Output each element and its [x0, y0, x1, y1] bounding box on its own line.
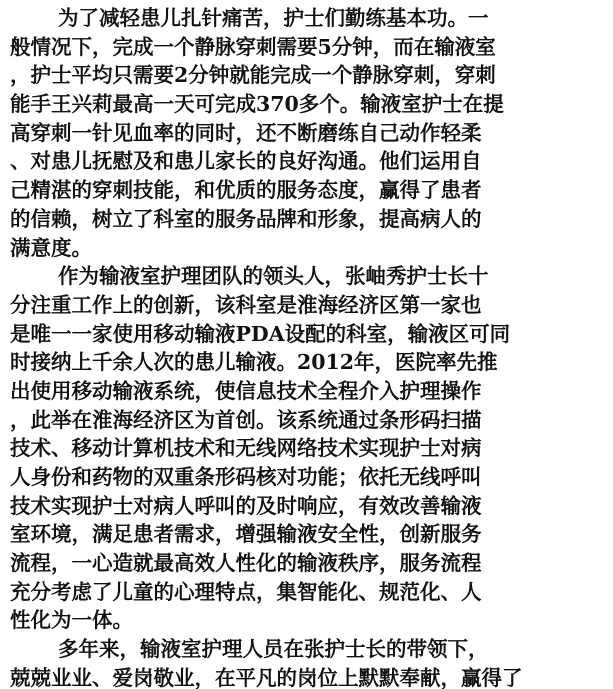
- text-line: 技术、移动计算机技术和无线网络技术实现护士对病: [10, 436, 482, 461]
- text-line: 为了减轻患儿扎针痛苦，护士们勤练基本功。一: [58, 6, 489, 30]
- text-line: 人身份和药物的双重条形码核对功能；依托无线呼叫: [10, 465, 482, 489]
- text-line: 满意度。: [10, 235, 92, 260]
- text-line: 多年来，输液室护理人员在张护士长的带领下，: [58, 637, 489, 662]
- text-line: 的信赖，树立了科室的服务品牌和形象，提高病人的: [10, 206, 482, 231]
- text-line: 分注重工作上的创新，该科室是淮海经济区第一家也: [10, 292, 482, 317]
- text-line: 己精湛的穿刺技能，和优质的服务态度，赢得了患者: [10, 178, 482, 203]
- text-line: 室环境，满足患者需求，增强输液安全性，创新服务: [10, 522, 482, 547]
- text-line: 作为输液室护理团队的领头人，张岫秀护士长十: [58, 264, 489, 289]
- text-line: ，此举在淮海经济区为首创。该系统通过条形码扫描: [10, 407, 482, 432]
- text-line: 、对患儿抚慰及和患儿家长的良好沟通。他们运用自: [10, 149, 482, 174]
- text-line: 性化为一体。: [10, 608, 133, 633]
- text-line: 出使用移动输液系统，使信息技术全程介入护理操作: [10, 378, 482, 403]
- text-line: 般情况下，完成一个静脉穿刺需要5分钟，而在输液室: [10, 34, 496, 59]
- text-line: 高穿刺一针见血率的同时，还不断磨练自己动作轻柔: [10, 120, 482, 145]
- text-line: 兢兢业业、爱岗敬业，在平凡的岗位上默默奉献，赢得了: [10, 665, 523, 689]
- text-line: ，护士平均只需要2分钟就能完成一个静脉穿刺，穿刺: [10, 63, 496, 88]
- text-line: 流程，一心造就最高效人性化的输液秩序，服务流程: [10, 551, 482, 576]
- text-line: 充分考虑了儿童的心理特点，集智能化、规范化、人: [10, 579, 482, 604]
- text-line: 技术实现护士对病人呼叫的及时响应，有效改善输液: [10, 493, 482, 518]
- text-line: 时接纳上千余人次的患儿输液。2012年，医院率先推: [10, 350, 498, 375]
- text-line: 能手王兴莉最高一天可完成370多个。输液室护士在提: [10, 92, 504, 117]
- text-line: 是唯一一家使用移动输液PDA设配的科室，输液区可同: [10, 321, 511, 346]
